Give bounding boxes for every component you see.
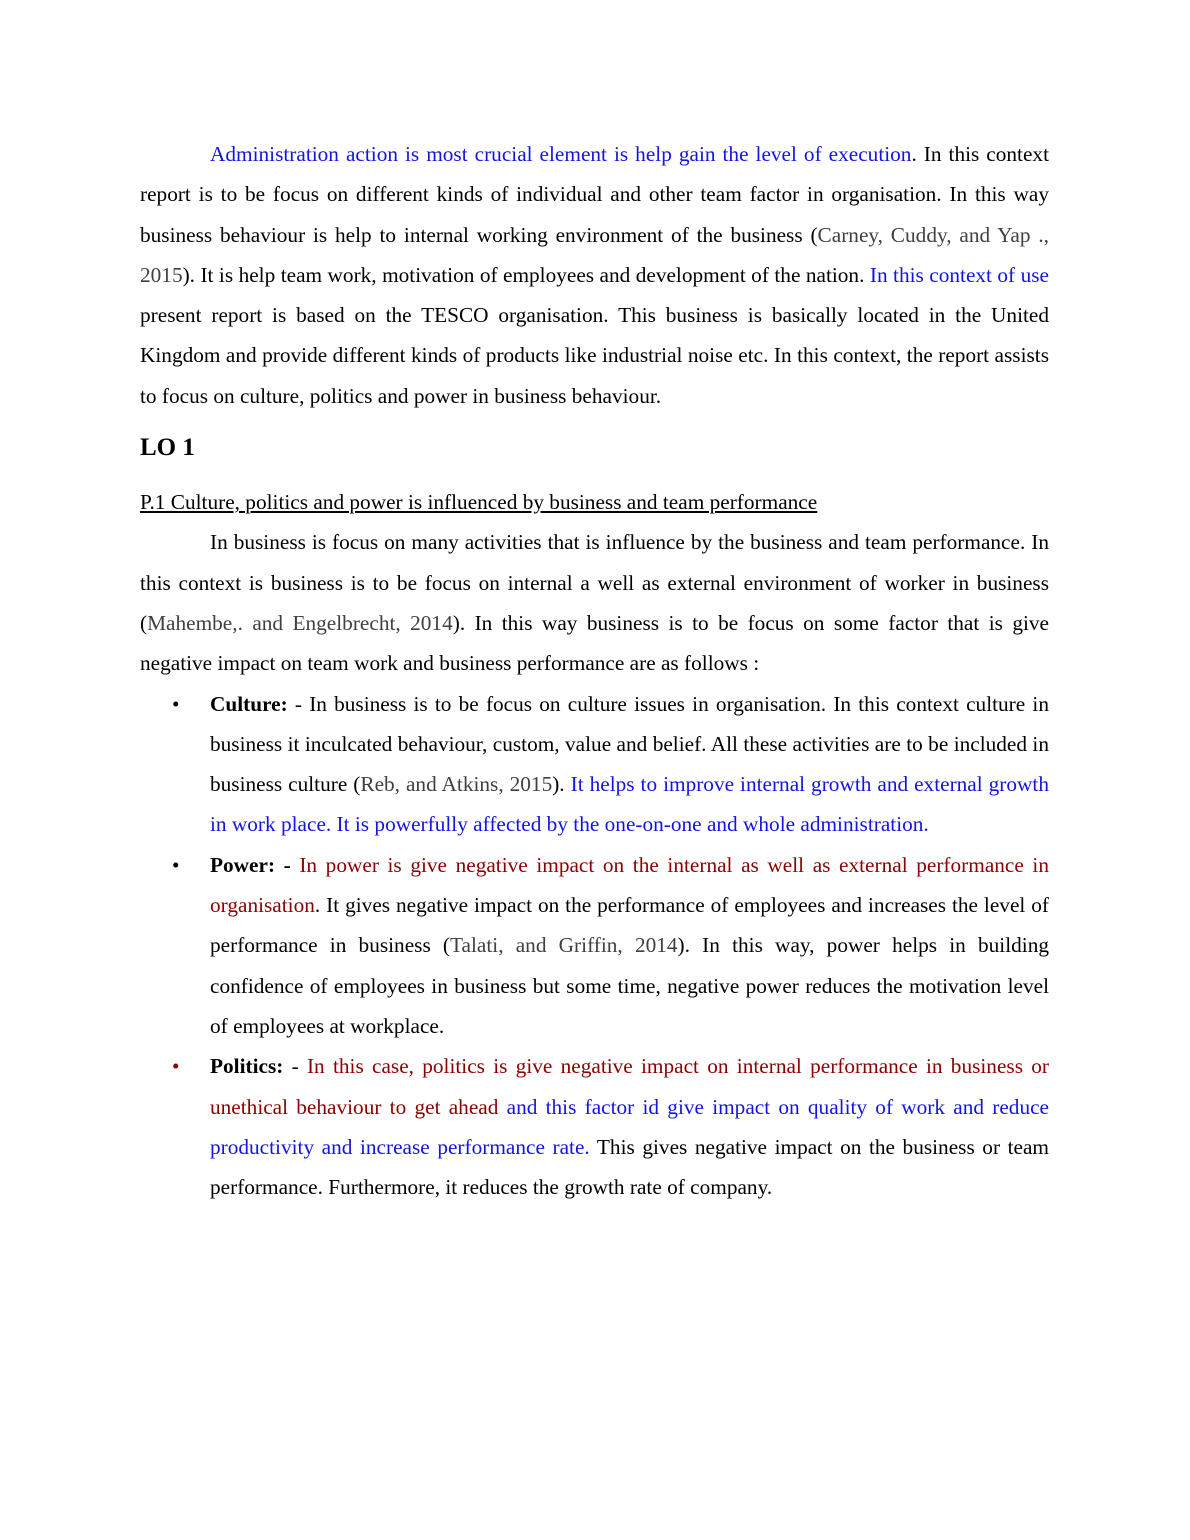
list-item-politics [140,1046,1049,1207]
politics-label: Politics: [210,1054,284,1079]
power-highlight: In power is give negative impact on the internal as well as external performance in organisation [210,852,1049,918]
culture-text-2: ). [552,772,571,797]
bullet-icon: • [172,691,180,716]
intro-highlight: Administration action is most crucial element is help gain the level of execution [210,142,912,166]
section-heading: LO 1 [140,434,195,462]
politics-text-1: This gives negative impact on the business or team performance. Furthermore, it reduces the growth rate of company. [210,1134,1050,1200]
intro-text-3: present report is based on the TESCO organisation. This business is basically located in the United Kingdom and provide different kinds of products like industrial noise etc. In this context, the report assists to focus on culture, politics and power in business behaviour. [140,303,1049,408]
document-content [140,134,1049,1207]
politics-separator: - [283,1054,307,1079]
politics-highlight-red: In this case, politics is give negative impact on internal performance in business or unethical behaviour to get ahead [210,1054,1049,1119]
power-paragraph [210,845,1049,1046]
culture-separator: - [287,691,310,716]
body-text-2: ). In this way business is to be focus on some factor that is give negative impact on team work and business performance are as follows : [140,610,1049,676]
body-paragraph [140,522,1049,683]
bullet-icon: • [172,1054,180,1079]
culture-text-1: In business is to be focus on culture issues in organisation. In this context culture in business it inculcated behaviour, custom, value and belief. All these activities are to be included in business culture ( [210,691,1049,797]
culture-citation: Reb, and Atkins, 2015 [360,772,553,797]
power-text-1: . It gives negative impact on the performance of employees and increases the level of performance in business ( [210,893,1049,958]
list-item-culture [140,684,1049,845]
subsection-heading: P.1 Culture, politics and power is influenced by business and team performance [140,490,818,515]
power-text-2: ). In this way, power helps in building confidence of employees in business but some time, negative power reduces the motivation level of employees at workplace. [210,933,1049,1038]
politics-highlight-blue: and this factor id give impact on quality of work and reduce productivity and increase performance rate. [210,1094,1050,1159]
culture-highlight: It helps to improve internal growth and external growth in work place. It is powerfully affected by the one-on-one and whole administration. [210,772,1049,837]
body-text-1: In business is focus on many activities that is influence by the business and team performance. In this context is business is to be focus on internal a well as external environment of worker in business ( [140,530,1049,635]
intro-highlight-2: In this context of use [869,262,1049,287]
body-citation: Mahembe,. and Engelbrecht, 2014 [147,610,453,635]
power-label: Power: - [210,852,291,877]
culture-paragraph [210,684,1049,845]
culture-label: Culture: [210,691,288,716]
intro-text-2: ). It is help team work, motivation of employees and development of the nation. [182,262,870,287]
power-citation: Talati, and Griffin, 2014 [450,933,678,958]
intro-paragraph [140,134,1049,416]
intro-citation: Carney, Cuddy, and Yap ., 2015 [140,222,1049,287]
politics-paragraph [210,1046,1049,1207]
factor-list [140,684,1049,1208]
bullet-icon: • [172,852,180,877]
intro-text-1: . In this context report is to be focus on different kinds of individual and other team factor in organisation. In this way business behaviour is help to internal working environment of the business ( [140,142,1049,247]
list-item-power [140,845,1049,1046]
